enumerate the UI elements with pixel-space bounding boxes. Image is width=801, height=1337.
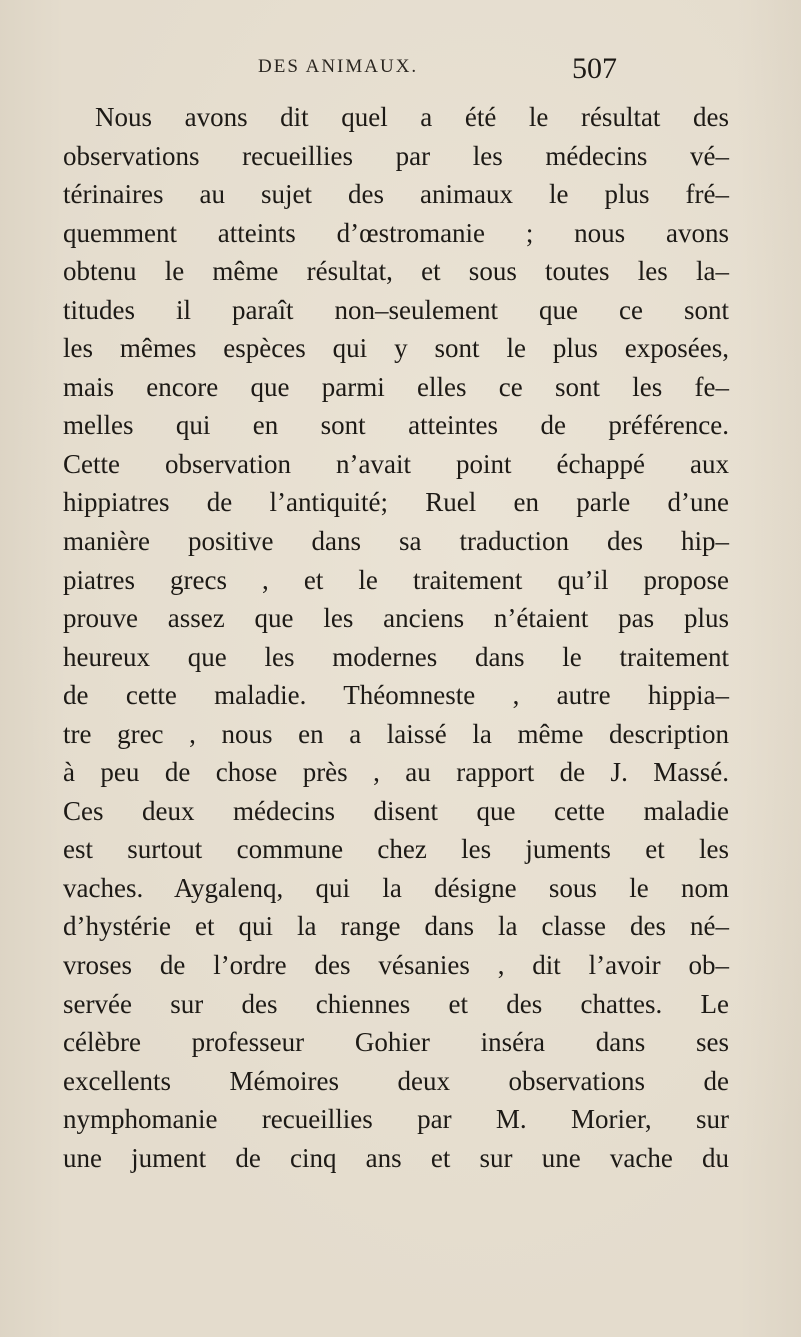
text-line: heureux que les modernes dans le traitement: [63, 641, 729, 672]
text-line: une jument de cinq ans et sur une vache du: [63, 1142, 729, 1173]
text-line: les mêmes espèces qui y sont le plus exposées,: [63, 333, 729, 364]
text-line: d’hystérie et qui la range dans la classe des né–: [63, 911, 729, 942]
page-number: 507: [572, 52, 617, 85]
text-line: prouve assez que les anciens n’étaient pas plus: [63, 603, 729, 634]
text-line: est surtout commune chez les juments et les: [63, 834, 729, 865]
text-line: nymphomanie recueillies par M. Morier, sur: [63, 1104, 729, 1135]
text-line: térinaires au sujet des animaux le plus fré–: [63, 179, 729, 210]
text-line: hippiatres de l’antiquité; Ruel en parle d’une: [63, 487, 729, 518]
text-line: quemment atteints d’œstromanie ; nous avons: [63, 217, 729, 248]
text-line: piatres grecs , et le traitement qu’il propose: [63, 564, 729, 595]
text-line: excellents Mémoires deux observations de: [63, 1065, 729, 1096]
text-line: Cette observation n’avait point échappé aux: [63, 448, 729, 479]
text-line: mais encore que parmi elles ce sont les fe–: [63, 371, 729, 402]
text-line: Nous avons dit quel a été le résultat des: [95, 102, 729, 132]
text-line: servée sur des chiennes et des chattes. Le: [63, 988, 729, 1019]
text-line: titudes il paraît non–seulement que ce sont: [63, 294, 729, 325]
text-line: melles qui en sont atteintes de préférence.: [63, 410, 729, 441]
text-line: célèbre professeur Gohier inséra dans ses: [63, 1027, 729, 1058]
text-line: obtenu le même résultat, et sous toutes les la–: [63, 256, 729, 287]
text-line: tre grec , nous en a laissé la même description: [63, 718, 729, 749]
text-line: observations recueillies par les médecins vé–: [63, 140, 729, 171]
running-head: DES ANIMAUX.: [258, 56, 419, 77]
text-line: de cette maladie. Théomneste , autre hippia–: [63, 680, 729, 711]
text-line: Ces deux médecins disent que cette maladie: [63, 795, 729, 826]
body-text: [63, 98, 729, 1177]
text-line: vroses de l’ordre des vésanies , dit l’avoir ob–: [63, 950, 729, 981]
text-line: à peu de chose près , au rapport de J. Massé.: [63, 757, 729, 788]
text-line: vaches. Aygalenq, qui la désigne sous le nom: [63, 872, 729, 903]
text-line: manière positive dans sa traduction des hip–: [63, 526, 729, 557]
